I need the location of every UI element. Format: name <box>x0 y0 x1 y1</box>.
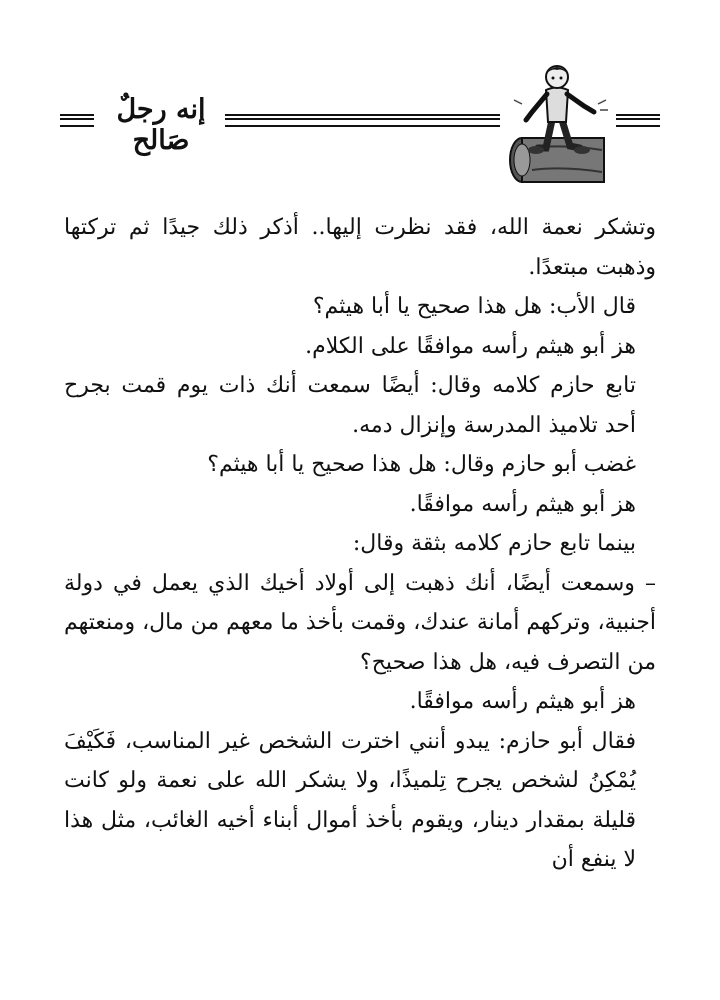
paragraph-3: هز أبو هيثم رأسه موافقًا على الكلام. <box>305 333 636 359</box>
decorative-rule-left <box>60 114 94 127</box>
chapter-header <box>60 60 660 190</box>
paragraph-5: غضب أبو حازم وقال: هل هذا صحيح يا أبا هيثم؟ <box>207 452 636 477</box>
paragraph-1: وتشكر نعمة الله، فقد نظرت إليها.. أذكر ذلك جيدًا ثم تركتها وذهبت مبتعدًا. <box>64 215 656 280</box>
paragraph-8: – وسمعت أيضًا، أنك ذهبت إلى أولاد أخيك الذي يعمل في دولة أجنبية، وتركهم أمانة عندك، وقمت بأخذ ما معهم من مال، ومنعتهم من التصرف فيه، هل هذا صحيح؟ <box>64 570 656 675</box>
paragraph-6: هز أبو هيثم رأسه موافقًا. <box>409 491 636 517</box>
decorative-rule-right <box>616 114 660 127</box>
body-text <box>64 208 656 880</box>
paragraph-4: تابع حازم كلامه وقال: أيضًا سمعت أنك ذات يوم قمت بجرح أحد تلاميذ المدرسة وإنزال دمه. <box>64 373 636 438</box>
paragraph-2: قال الأب: هل هذا صحيح يا أبا هيثم؟ <box>312 294 636 319</box>
paragraph-7: بينما تابع حازم كلامه بثقة وقال: <box>352 531 636 556</box>
chapter-title: إنه رجلٌ صَالح <box>116 94 206 156</box>
paragraph-10: فقال أبو حازم: يبدو أنني اخترت الشخص غير المناسب، فَكَيْفَ يُمْكِنُ لشخص يجرح تِلميذًا، ولا يشكر الله على نعمة ولو كانت قليلة بمقدار دينار، ويقوم بأخذ أموال أبناء أخيه الغائب، مثل هذا لا ينفع أن <box>64 728 636 872</box>
decorative-rule-middle <box>225 114 500 127</box>
paragraph-9: هز أبو هيثم رأسه موافقًا. <box>409 689 636 714</box>
boy-on-log-illustration <box>502 60 612 190</box>
